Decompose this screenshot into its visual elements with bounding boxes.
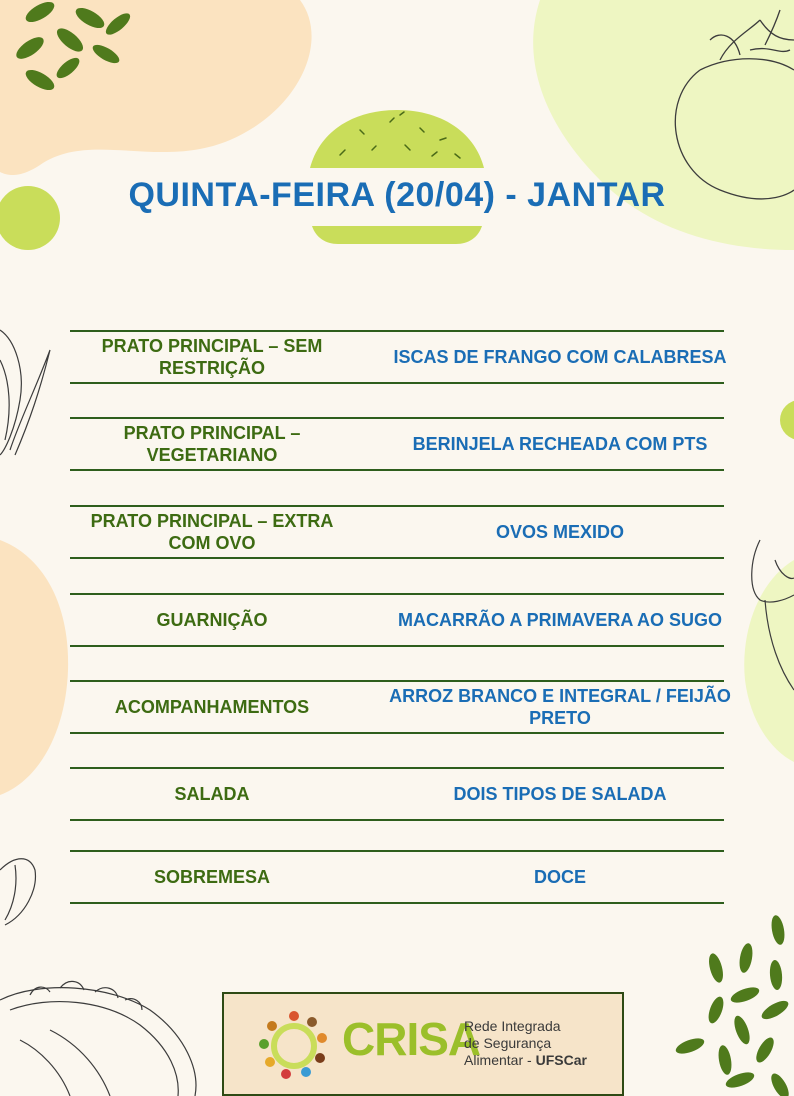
crisa-logo xyxy=(222,992,624,1096)
menu-item: BERINJELA RECHEADA COM PTS xyxy=(412,434,708,454)
menu-row xyxy=(70,680,731,734)
menu-row xyxy=(70,850,724,904)
menu-category: SOBREMESA xyxy=(153,867,270,887)
logo-line-3-bold: UFSCar xyxy=(535,1052,587,1068)
logo-line-1: Rede Integrada xyxy=(464,1018,561,1034)
crisa-subtitle xyxy=(464,1018,587,1069)
page-title: QUINTA-FEIRA (20/04) - JANTAR xyxy=(128,176,666,214)
menu-item: ARROZ BRANCO E INTEGRAL / FEIJÃO PRETO xyxy=(389,686,731,728)
menu-item: DOIS TIPOS DE SALADA xyxy=(453,784,667,804)
crisa-people-icon xyxy=(254,1006,334,1084)
menu-category: PRATO PRINCIPAL – SEM RESTRIÇÃO xyxy=(101,336,323,378)
menu-item: OVOS MEXIDO xyxy=(495,522,625,542)
menu-row xyxy=(70,767,724,821)
menu-category: ACOMPANHAMENTOS xyxy=(114,697,310,717)
menu-category: SALADA xyxy=(174,784,250,804)
menu-item: DOCE xyxy=(533,867,586,887)
menu-item: ISCAS DE FRANGO COM CALABRESA xyxy=(393,347,727,367)
menu-row xyxy=(70,505,724,559)
menu-category: GUARNIÇÃO xyxy=(156,610,268,630)
logo-line-3 xyxy=(464,1052,587,1069)
menu-category: PRATO PRINCIPAL – EXTRA COM OVO xyxy=(90,511,334,553)
menu-item: MACARRÃO A PRIMAVERA AO SUGO xyxy=(398,610,722,630)
menu-row xyxy=(70,417,724,471)
menu-category: PRATO PRINCIPAL – VEGETARIANO xyxy=(123,423,301,465)
menu-row xyxy=(70,593,724,647)
crisa-wordmark: CRISA xyxy=(342,1013,481,1065)
logo-line-2: de Segurança xyxy=(464,1035,552,1051)
menu-row xyxy=(70,330,727,384)
logo-line-3-prefix: Alimentar - xyxy=(464,1052,536,1068)
